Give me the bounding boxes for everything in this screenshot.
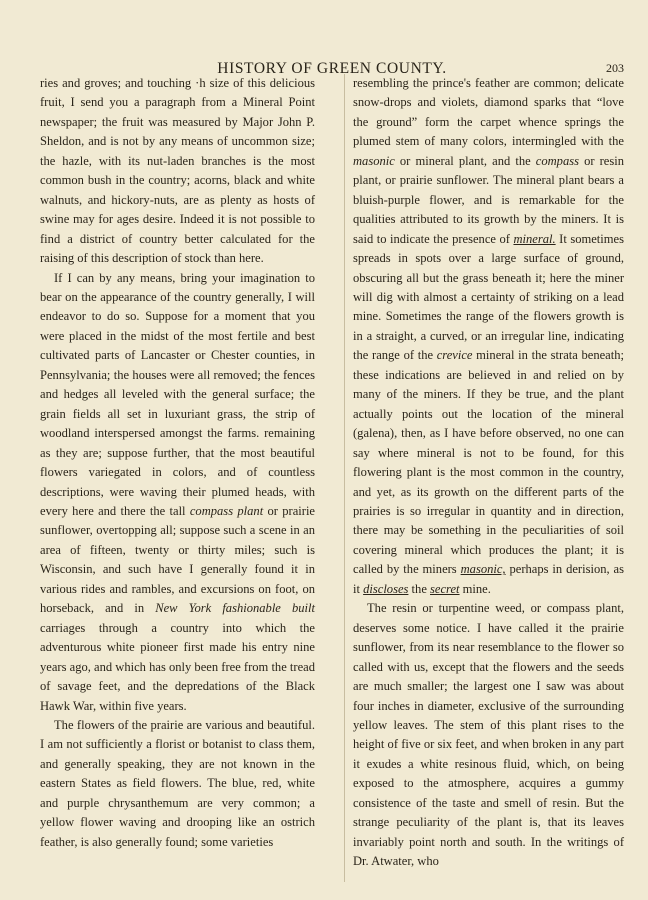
left-column bbox=[40, 74, 315, 882]
paragraph: If I can by any means, bring your imagination to bear on the appearance of the country generally, I will endeavor to do so. Suppose for a moment that you were placed in the midst of the most fertile and best cultivated parts of Lancaster or Chester counties, in Pennsylvania; the houses were all removed; the fences and hedges all leveled with the general surface; the grain fields all set in luxuriant grass, the strip of woodland interspersed amongst the farms. remaining as they are; suppose further, that the most beautiful flowers variegated in colors, and of countless descriptions, were waving their plumed heads, with every here and there the tall compass plant or prairie sunflower, overtopping all; suppose such a scene in an area of fifteen, twenty or thirty miles; such is Wisconsin, and such have I generally found it in various rides and rambles, and excursions on foot, on horseback, and in New York fashionable built carriages through a country into which the adventurous white pioneer first made his entry nine years ago, and which has only been free from the tread of savage feet, and the depredations of the Black Hawk War, within five years. bbox=[40, 270, 315, 713]
running-title: HISTORY OF GREEN COUNTY. bbox=[217, 60, 447, 77]
right-column bbox=[344, 74, 624, 882]
paragraph: ries and groves; and touching ·h size of this delicious fruit, I send you a paragraph from a Mineral Point newspaper; the fruit was measured by Major John P. Sheldon, and is not by any means of uncommon size; the hazle, with its nut-laden branches is the most common bush in the country; acorns, black and white walnuts, and hickory-nuts, are as plenty as hosts of swine may for ages desire. Indeed it is not possible to find a district of country better calculated for the raising of this description of stock than here. bbox=[40, 76, 315, 266]
page-number: 203 bbox=[606, 61, 624, 75]
text-columns bbox=[40, 74, 624, 882]
paragraph: The flowers of the prairie are various and beautiful. I am not sufficiently a florist or botanist to class them, and generally speaking, they are not known in the eastern States as field flowers. The blue, red, white and purple chrysanthemum are very common; a yellow flower waving and drooping like an ostrich feather, is also generally found; some varieties bbox=[40, 717, 315, 849]
paragraph: The resin or turpentine weed, or compass plant, deserves some notice. I have called it the prairie sunflower, from its near resemblance to the flower so called with us, except that the flowers and the seeds are much smaller; the largest one I saw was about four inches in diameter, exclusive of the surrounding yellow leaves. The stem of this plant rises to the height of five or six feet, and when broken in any part it exudes a white resinous fluid, which, on being exposed to the atmosphere, acquires a gummy consistence of the taste and smell of resin. But the strange peculiarity of the plant is, that its leaves invariably point north and south. In the writings of Dr. Atwater, who bbox=[353, 601, 624, 869]
paragraph: resembling the prince's feather are common; delicate snow-drops and violets, diamond sparks that “love the ground” form the carpet whence springs the plumed stem of many colors, intermingled with the masonic or mineral plant, and the compass or resin plant, or prairie sunflower. The mineral plant bears a bluish-purple flower, and is remarkable for the qualities attributed to its growth by the miners. It is said to indicate the presence of mineral. It sometimes spreads in spots over a large surface of ground, obscuring all but the grass beneath it; here the miner will dig with almost a certainty of striking on a lead mine. Sometimes the range of the flowers growth is in a straight, a curved, or an irregular line, indicating the range of the crevice mineral in the strata beneath; these indications are believed in and relied on by many of the miners. If they be true, and the plant actually points out the location of the mineral (galena), then, as I have before observed, no one can say where mineral is not to be found, for this flowering plant is the most common in the country, and yet, as its growth on the different parts of the prairies is so irregular in quantity and in direction, there may be something in the peculiarities of soil covering mineral which produces the plant; it is called by the miners masonic, perhaps in derision, as it discloses the secret mine. bbox=[353, 76, 624, 596]
